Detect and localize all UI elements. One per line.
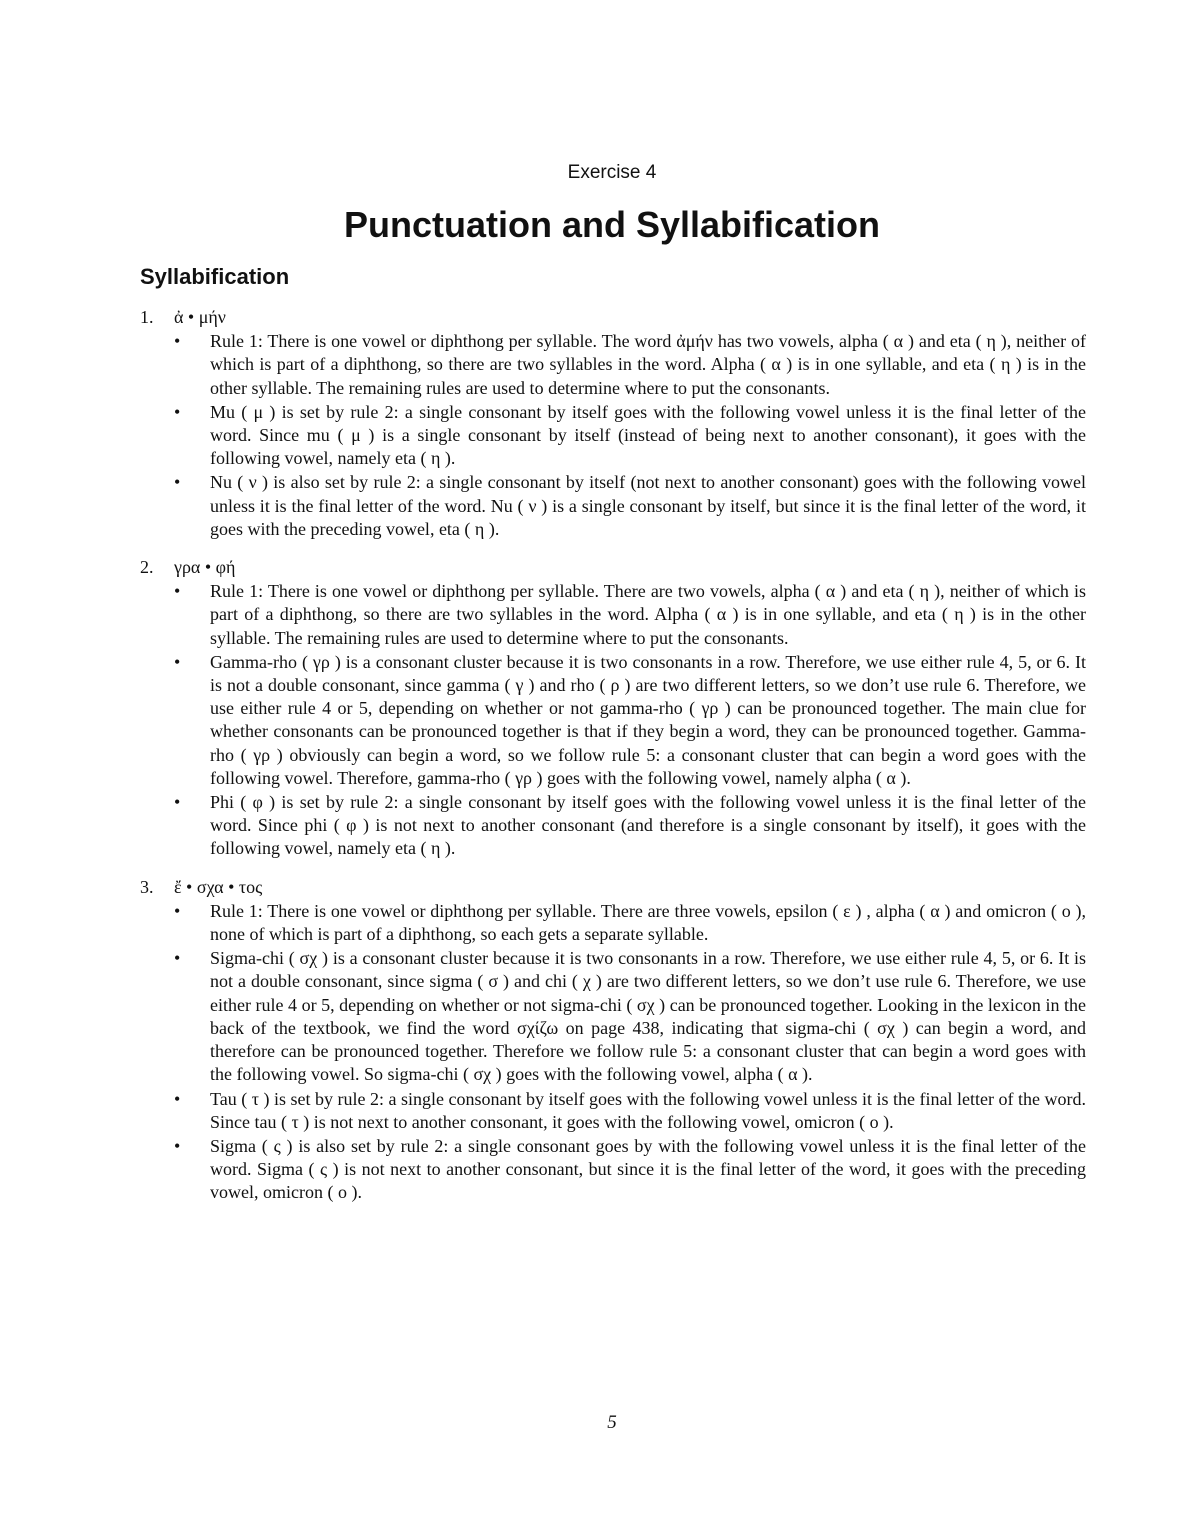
bullet-text: Phi ( φ ) is set by rule 2: a single consonant by itself goes with the following vowel unless it is the final letter of the word. Since phi ( φ ) is not next to another consonant (and therefore is a single consonant by itself), it goes with the following vowel, namely eta ( η ). <box>210 792 1086 859</box>
exercise-label: Exercise 4 <box>567 162 657 183</box>
bullet-item <box>140 651 1086 790</box>
list-item <box>140 306 1086 541</box>
bullet-item <box>140 1088 1086 1134</box>
bullet-text: Rule 1: There is one vowel or diphthong per syllable. There are three vowels, epsilon ( ε ) , alpha ( α ) and omicron ( ο ), none of which is part of a diphthong, so each gets a separate syllable. <box>210 900 1086 945</box>
list-item <box>140 556 1086 861</box>
bullet-icon: • <box>174 948 181 969</box>
bullet-icon: • <box>174 472 181 493</box>
bullet-item <box>140 580 1086 650</box>
bullet-text: Nu ( ν ) is also set by rule 2: a single consonant by itself (not next to another consonant) goes with the following vowel unless it is the final letter of the word. Nu ( ν ) is a single consonant by itself, but since it is the final letter of the word, it goes with the preceding vowel, eta ( η ). <box>210 472 1086 539</box>
bullet-item <box>140 401 1086 471</box>
page-title: Punctuation and Syllabification <box>343 204 881 245</box>
bullet-icon: • <box>174 1135 181 1156</box>
bullet-item <box>140 330 1086 400</box>
syllabification-list <box>140 306 1086 1220</box>
item-number: 1. <box>140 307 154 327</box>
item-number: 3. <box>140 876 154 897</box>
bullet-icon: • <box>174 651 181 672</box>
page-number: 5 <box>607 1412 617 1433</box>
bullet-icon: • <box>174 900 181 921</box>
bullet-icon: • <box>174 401 181 422</box>
greek-word: ἔ • σχα • τος <box>174 876 263 897</box>
bullet-text: Rule 1: There is one vowel or diphthong per syllable. The word ἀμήν has two vowels, alpha ( α ) and eta ( η ), neither of which is part of a diphthong, so there are two syllables in the word. Alpha ( α ) is in one syllable, and eta ( η ) is in the other syllable. The remaining rules are used to determine where to put the consonants. <box>210 331 1086 398</box>
bullet-text: Tau ( τ ) is set by rule 2: a single consonant by itself goes with the following vowel unless it is the final letter of the word. Since tau ( τ ) is not next to another consonant, it goes with the following vowel, omicron ( ο ). <box>210 1088 1086 1132</box>
list-item <box>140 876 1086 1205</box>
bullet-text: Gamma-rho ( γρ ) is a consonant cluster because it is two consonants in a row. Therefore, we use either rule 4, 5, or 6. It is not a double consonant, since gamma ( γ ) and rho ( ρ ) are two different letters, so we don’t use rule 6. Therefore, we use either rule 4 or 5, depending on whether or not gamma-rho ( γρ ) can be pronounced together. The main clue for whether consonants can be pronounced together is that if they begin a word, they can be pronounced together. Gamma-rho ( γρ ) obviously can begin a word, so we follow rule 5: a consonant cluster that can begin a word goes with the following vowel. Therefore, gamma-rho ( γρ ) goes with the following vowel, namely alpha ( α ). <box>210 651 1086 788</box>
bullet-icon: • <box>174 1088 181 1109</box>
bullet-text: Rule 1: There is one vowel or diphthong per syllable. There are two vowels, alpha ( α ) and eta ( η ), neither of which is part of a diphthong, so there are two syllables in the word. Alpha ( α ) is in one syllable, and eta ( η ) is in the other syllable. The remaining rules are used to determine where to put the consonants. <box>210 581 1086 648</box>
item-number: 2. <box>140 557 154 578</box>
greek-word: γρα • φή <box>174 557 236 578</box>
bullet-list <box>140 900 1086 1205</box>
bullet-item <box>140 1135 1086 1205</box>
bullet-list <box>140 580 1086 860</box>
bullet-item <box>140 947 1086 1086</box>
bullet-icon: • <box>174 792 181 813</box>
bullet-text: Sigma-chi ( σχ ) is a consonant cluster because it is two consonants in a row. Therefore, we use either rule 4, 5, or 6. It is not a double consonant, since sigma ( σ ) and chi ( χ ) are two different letters, so we don’t use rule 6. Therefore, we use either rule 4 or 5, depending on whether or not sigma-chi ( σχ ) can be pronounced together. Looking in the lexicon in the back of the textbook, we find the word σχίζω on page 438, indicating that sigma-chi ( σχ ) can begin a word, and therefore can be pronounced together. Therefore we follow rule 5: a consonant cluster that can begin a word goes with the following vowel. So sigma-chi ( σχ ) goes with the following vowel, alpha ( α ). <box>210 948 1086 1085</box>
section-heading: Syllabification <box>140 264 290 289</box>
greek-word: ἀ • μήν <box>174 307 226 327</box>
bullet-icon: • <box>174 581 181 602</box>
bullet-list <box>140 330 1086 541</box>
bullet-item <box>140 900 1086 946</box>
bullet-text: Mu ( μ ) is set by rule 2: a single consonant by itself goes with the following vowel unless it is the final letter of the word. Since mu ( μ ) is a single consonant by itself (instead of being next to another consonant), it goes with the following vowel, namely eta ( η ). <box>210 401 1086 469</box>
bullet-item <box>140 791 1086 861</box>
bullet-icon: • <box>174 331 181 352</box>
bullet-item <box>140 471 1086 541</box>
bullet-text: Sigma ( ς ) is also set by rule 2: a single consonant goes by with the following vowel unless it is the final letter of the word. Sigma ( ς ) is not next to another consonant, but since it is the final letter of the word, it goes with the preceding vowel, omicron ( ο ). <box>210 1135 1086 1203</box>
